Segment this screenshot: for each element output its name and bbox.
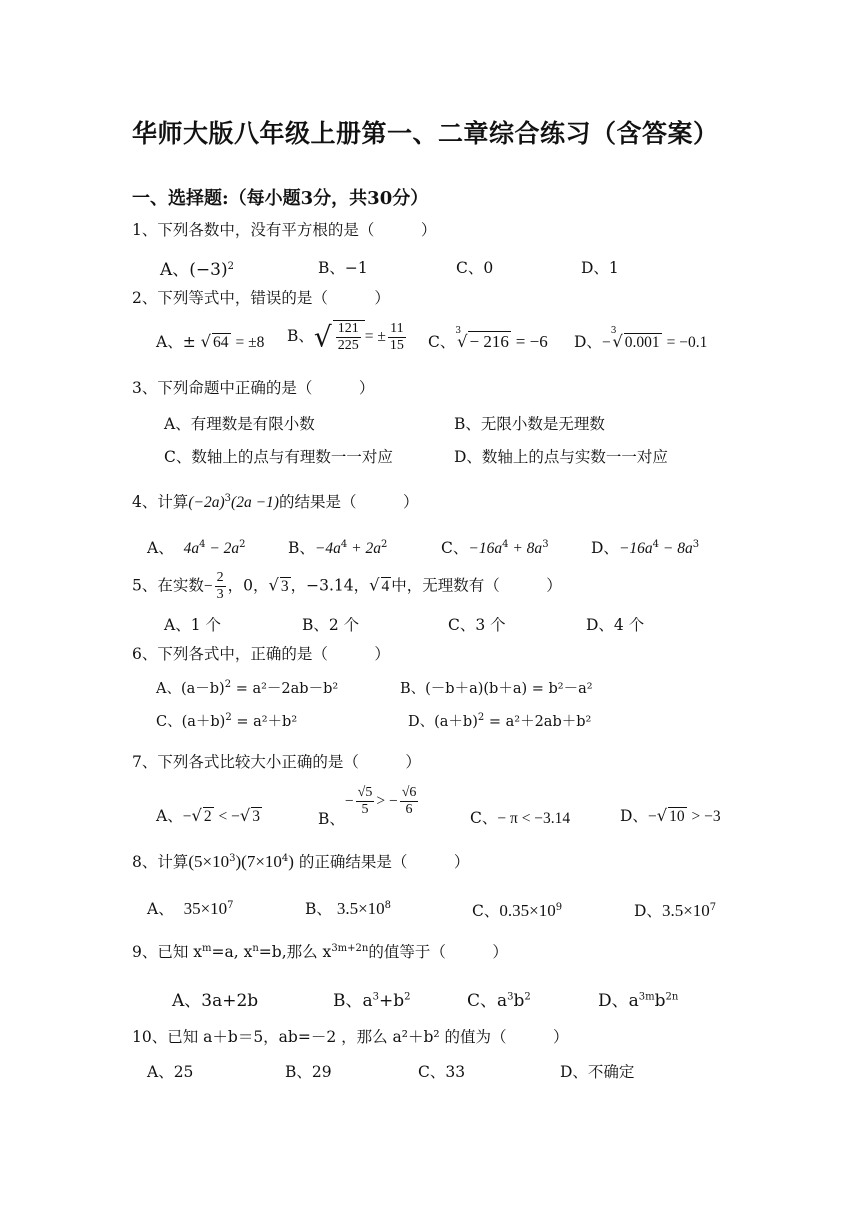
question-3-option-b: B、无限小数是无理数: [454, 415, 605, 433]
question-9-option-a: A、3a+2b: [172, 991, 259, 1011]
question-1-option-a: A、$(-3)^2$: [160, 260, 234, 280]
question-10-option-c: C、33: [418, 1063, 466, 1081]
question-7-option-d: D、−√ 10 > −3: [620, 806, 721, 825]
question-10-stem: 10、已知 a＋b＝5，ab=－2 ，那么 a²＋b² 的值为（ ）: [132, 1028, 569, 1046]
question-5-option-a: A、1 个: [164, 616, 221, 634]
question-3-option-d: D、数轴上的点与实数一一对应: [454, 448, 668, 466]
question-8-option-d: D、$3.5\times 10^7$: [634, 901, 717, 920]
question-4-stem: 4、计算$(-2a)^3(2a -1)$的结果是（ ）: [132, 492, 419, 511]
question-3-option-a: A、有理数是有限小数: [164, 415, 315, 433]
page-title: 华师大版八年级上册第一、二章综合练习（含答案）: [132, 119, 719, 148]
question-5-option-d: D、4 个: [586, 616, 645, 634]
question-10-option-a: A、25: [147, 1063, 194, 1081]
question-10-option-d: D、不确定: [560, 1063, 635, 1081]
question-10-option-b: B、29: [285, 1063, 332, 1081]
question-6-stem: 6、下列各式中，正确的是（ ）: [132, 645, 390, 663]
question-9-option-b: B、$a^3+b^2$: [333, 991, 411, 1011]
question-8-option-c: C、$0.35\times 10^9$: [472, 901, 563, 920]
question-7-option-c: C、− π < −3.14: [470, 809, 571, 827]
question-7-option-a: A、−√ 2 < −√ 3: [156, 806, 260, 825]
question-4-option-a: A、 $4a^4 - 2a^2$: [147, 538, 246, 557]
question-9-option-d: D、$a^{3m}b^{2n}$: [598, 991, 679, 1011]
question-5-stem: 5、在实数− $\frac{2}{3}$ ，0，√ 3 ，−3.14，√ 4 中，无理数有（ ）: [132, 570, 562, 602]
question-2-stem: 2、下列等式中，错误的是（ ）: [132, 289, 390, 307]
question-6-option-d: D、$(a+b)^2 = a^2+2ab+b^2$: [408, 712, 592, 730]
question-2-option-b: B、√ $\frac{121}{225}$ = ± $\frac{11}{15}$: [287, 320, 404, 354]
question-9-stem: 9、已知 $x^m=a$, $x^n=b$,那么 $x^{3m+2n}$的值等于（ ）: [132, 942, 508, 961]
question-3-option-c: C、数轴上的点与有理数一一对应: [164, 448, 393, 466]
question-1-stem: 1、下列各数中，没有平方根的是（ ）: [132, 221, 437, 239]
question-6-option-c: C、$(a+b)^2 = a^2+b^2$: [156, 712, 298, 730]
question-7-stem: 7、下列各式比较大小正确的是（ ）: [132, 753, 421, 771]
question-2-option-c: C、$^3$√ − 216 = −6: [428, 326, 548, 351]
question-5-option-b: B、2 个: [302, 616, 360, 634]
question-3-stem: 3、下列命题中正确的是（ ）: [132, 379, 375, 397]
question-2-option-a: A、± √ 64 = ±8: [156, 332, 265, 351]
question-5-option-c: C、3 个: [448, 616, 506, 634]
question-8-stem: 8、计算$(5\times 10^3)(7\times 10^4)$ 的正确结果是（ ）: [132, 852, 470, 871]
question-1-option-b: B、−1: [318, 259, 368, 277]
question-4-option-b: B、$-4a^4 + 2a^2$: [288, 538, 388, 557]
question-2-option-d: D、−$^3$√ 0.001 = −0.1: [574, 326, 708, 351]
question-4-option-d: D、$-16a^4 - 8a^3$: [591, 538, 700, 557]
question-1-option-c: C、0: [456, 259, 494, 277]
question-8-option-a: A、 $35\times 10^7$: [147, 899, 234, 918]
question-6-option-b: B、(－b＋a)(b＋a) = b²－a²: [400, 681, 593, 697]
question-8-option-b: B、 $3.5\times 10^8$: [305, 899, 392, 918]
question-4-option-c: C、$-16a^4 + 8a^3$: [441, 538, 549, 557]
question-9-option-c: C、$a^3b^2$: [467, 991, 531, 1011]
question-7-option-b: B、− $\frac{√5}{5}$ > − $\frac{√6}{6}$: [318, 785, 417, 828]
question-1-option-d: D、1: [581, 259, 619, 277]
question-6-option-a: A、$(a-b)^2 = a^2-2ab-b^2$: [156, 679, 339, 697]
section-heading: 一、选择题:（每小题3分，共30分）: [132, 188, 429, 209]
